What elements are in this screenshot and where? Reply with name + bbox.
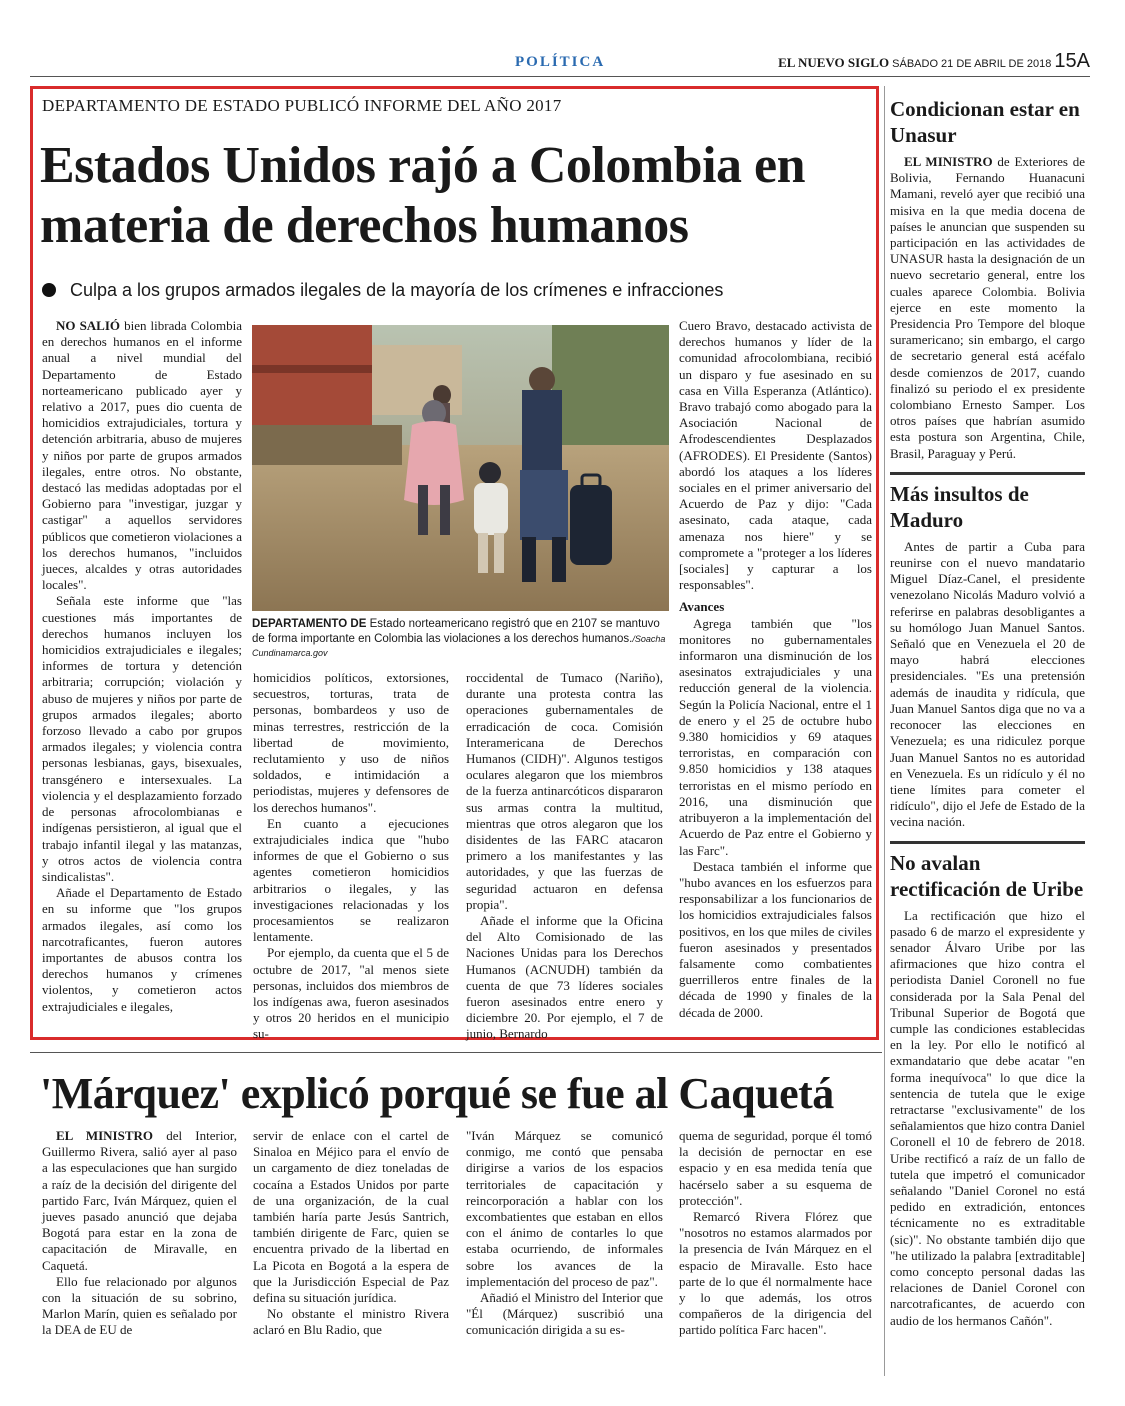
paragraph: En cuanto a ejecuciones extrajudiciales indica que "hubo informes de que el Gobierno o sus agentes cometieron homicidios arbitrarios o ilegales, y las investigaciones relacionadas y los procesamientos se realizaron lentamente. — [253, 815, 449, 945]
lead-in: EL MINISTRO — [56, 1128, 153, 1143]
paragraph: Remarcó Rivera Flórez que "nosotros no estamos alarmados por la presencia de Iván Márquez en el espacio de Miravalle. Esto hace parte de lo que él normalmente hace y lo que además, los otros compañeros de la dirigencia del partido política Farc hacen". — [679, 1209, 872, 1338]
paragraph: "Iván Márquez se comunicó conmigo, me contó que pensaba dirigirse a varios de los espacios territoriales de capacitación y reincorporación a hablar con los excombatientes que estaban en ellos con el ánimo de contarles lo que estaba ocurriendo, de informales sobre los avances de la implementación del proceso de paz". — [466, 1128, 663, 1289]
paragraph: servir de enlace con el cartel de Sinaloa en Méjico para el envío de un cargamento de diez toneladas de cocaína a Estados Unidos por parte de una organización, de la cual también haría parte Jesús Santrich, también dirigente de Farc, quien se encuentra privado de la libertad en La Picota en Bogotá a la espera de que la Jurisdicción Especial de Paz defina su situación jurídica. — [253, 1128, 449, 1306]
caption-text: Estado norteamericano registró que en 2107 se mantuvo de forma importante en Colombia las violaciones a los derechos humanos. — [252, 618, 660, 645]
sidebar-briefs — [890, 96, 1085, 1329]
paragraph: Cuero Bravo, destacado activista de derechos humanos y líder de la comunidad afrocolombiana, recibió un disparo y fue asesinado en su casa en Villa Esperanza (Atlántico). Bravo trabajó como abogado para la Asociación Nacional de Afrodescendientes Desplazados (AFRODES). El Presidente (Santos) abordó los ataques a los líderes sociales en el primer aniversario del Acuerdo de Paz y dijo: "Cada asesinato, cada ataque, cada amenaza nos hiere" y se compromete a "proteger a los líderes [sociales] y capturar a los responsables". — [679, 318, 872, 593]
article-kicker: DEPARTAMENTO DE ESTADO PUBLICÓ INFORME DEL AÑO 2017 — [42, 96, 562, 115]
section-subheading: Avances — [679, 599, 725, 615]
article-column-1 — [42, 318, 242, 1015]
issue-date: SÁBADO 21 DE ABRIL DE 2018 — [892, 58, 1052, 70]
paragraph: Añadió el Ministro del Interior que "Él (Márquez) suscribió una comunicación dirigida a su es- — [466, 1290, 663, 1338]
brief-rule — [890, 472, 1085, 475]
second-column-4 — [679, 1128, 872, 1339]
second-column-1 — [42, 1128, 237, 1339]
brief-text — [890, 154, 1085, 462]
paragraph: Por ejemplo, da cuenta que el 5 de octubre de 2017, "al menos siete personas, incluidos dos miembros de los indígenas awa, fueron asesinados y otros 20 heridos en el municipio su- — [253, 945, 449, 1042]
brief-title: Más insultos de Maduro — [890, 481, 1029, 532]
paragraph: Ello fue relacionado por algunos con la situación de su sobrino, Marlon Marín, quien es señalado por la DEA de EU de — [42, 1273, 237, 1338]
paragraph: bien librada Colombia en derechos humanos en el informe anual a nivel mundial del Departamento de Estado norteamericano publicado ayer y relativo a 2017, pues dio cuenta de homicidios extrajudiciales, tortura y detención arbitraria, abuso de mujeres y niños por parte de grupos armados ilegales, entre otros. No obstante, destacó las medidas adoptadas por el Gobierno para "investigar, juzgar y castigar" a aquellos servidores públicos que cometieron violaciones a los derechos humanos, "incluidos jueces, alcaldes y otras autoridades locales". — [42, 318, 242, 593]
paragraph: Antes de partir a Cuba para reunirse con el nuevo mandatario Miguel Díaz-Canel, el presidente venezolano Nicolás Maduro volvió a referirse en palabras desobligantes a su homólogo Juan Manuel Santos. Señaló que en Venezuela el 20 de mayo habrá elecciones presidenciales. "Es una pretensión además de inaudita y ridícula, que Juan Manuel Santos diga que no va a reconocer las elecciones en Venezuela; es una ridiculez porque Juan Manuel Santos no es autoridad en Venezuela. Es un ridículo y él no tiene límites para cometer el ridículo", dijo el Jefe de Estado de la vecina nación. — [890, 538, 1085, 830]
paragraph: homicidios políticos, extorsiones, secuestros, torturas, trata de personas, bombardeos y uso de minas terrestres, restricción de la libertad de movimiento, reclutamiento y uso de niños soldados, e intimidación a periodistas, mujeres y defensores de los derechos humanos". — [253, 670, 449, 815]
article-photo — [252, 325, 669, 611]
brief-title: No avalan rectificación de Uribe — [890, 850, 1084, 901]
paragraph: No obstante el ministro Rivera aclaró en Blu Radio, que — [253, 1306, 449, 1338]
photo-credit: /Soacha Cundinamarca.gov — [252, 633, 666, 658]
section-label: POLÍTICA — [515, 54, 606, 70]
paragraph: Agrega también que "los monitores no gubernamentales informaron una disminución de los asesinatos extrajudiciales y una reducción general de la violencia. Según la Policía Nacional, entre el 1 de enero y el 25 de octubre hubo 9.380 homicidios y 69 ataques terroristas, en comparación con 9.850 homicidios y 138 ataques terroristas en el mismo período en 2016, una disminución que atribuyeron a la implementación del Acuerdo de Paz entre el Gobierno y las Farc". — [679, 615, 872, 858]
paragraph: roccidental de Tumaco (Nariño), durante una protesta contra las operaciones gubernamentales de erradicación de coca. Comisión Interamericana de Derechos Humanos (CIDH)". Algunos testigos oculares alegaron que los miembros de la fuerza antinarcóticos dispararon sus armas contra la multitud, mientras que otros alegaron que los disidentes de las FARC atacaron primero a los manifestantes y las autoridades, y que las fuerzas de seguridad actuaron en defensa propia". — [466, 670, 663, 912]
article-subhead — [42, 280, 723, 301]
brief-rule — [890, 841, 1085, 844]
bullet-icon — [42, 283, 56, 297]
lead-in: NO SALIÓ — [56, 318, 121, 333]
article-headline: Estados Unidos rajó a Colombia en materia de derechos humanos — [40, 137, 806, 254]
paragraph: Señala este informe que "las cuestiones más importantes de derechos humanos incluyen los homicidios extrajudiciales e ilegales; informes de tortura y detención arbitraria; corrupción; violación y abuso de mujeres y niños por parte de grupos armados ilegales; aborto forzoso llevado a cabo por grupos armados ilegales; y violencia contra personas lesbianas, gays, bisexuales, transgénero e intersexuales. La violencia y el desplazamiento forzado de personas afrocolombianas e indígenas persistieron, al igual que el trabajo infantil ilegal y las matanzas, y otros actos de violencia contra sindicalistas". — [42, 593, 242, 884]
page-header — [30, 48, 1090, 77]
paragraph: La rectificación que hizo el pasado 6 de marzo el expresidente y senador Álvaro Uribe por las afirmaciones que hizo contra el periodista Daniel Coronell no fue considerada por la Sala Penal del Tribunal Superior de Bogotá que cumple las condiciones establecidas en la ley. Por ello le notificó al exmandatario que debe acatar "en forma inequívoca" lo que dice la sentencia de tutela que le exige retractarse "exclusivamente" de los señalamientos que hizo contra Daniel Coronell el 10 de febrero de 2018. Uribe rectificó a raíz de un fallo de tutela que impetró el comunicador señalando "Daniel Coronel no está pedido en extradición, entonces técnicamente no es extraditable (sic)". No obstante también dijo que "he utilizado la palabra [extraditable] como concepto personal dadas las relaciones de Daniel Coronel con narcotraficantes, de acuerdo con audio de los hermanos Cañón". — [890, 907, 1085, 1328]
lead-in: EL MINISTRO — [904, 154, 993, 169]
brief-text — [890, 908, 1085, 1329]
masthead-info — [778, 50, 1090, 73]
paragraph: Añade el informe que la Oficina del Alto Comisionado de las Naciones Unidas para los Derechos Humanos (ACNUDH) también da cuenta de que 73 líderes sociales fueron asesinados entre enero y diciembre 20. Por ejemplo, el 7 de junio, Bernardo — [466, 913, 663, 1042]
paragraph: quema de seguridad, porque él tomó la decisión de pernoctar en ese espacio y en esa medida tenía que hacérselo saber a su esquema de protección". — [679, 1128, 872, 1208]
photo-caption — [252, 617, 669, 661]
section-rule — [30, 1052, 882, 1053]
page-number: 15A — [1054, 50, 1090, 72]
brief-text — [890, 539, 1085, 831]
caption-lead: DEPARTAMENTO DE — [252, 618, 367, 630]
paragraph: del Interior, Guillermo Rivera, salió ayer al paso a las especulaciones que han surgido a raíz de la decisión del dirigente del partido Farc, Iván Márquez, quien el jueves pasado anunció que dejaba Bogotá para estar en la zona de capacitación de Miravalle, en Caquetá. — [42, 1128, 237, 1273]
subhead-text: Culpa a los grupos armados ilegales de la mayoría de los crímenes e infracciones — [70, 280, 724, 300]
paper-name: EL NUEVO SIGLO — [778, 55, 890, 70]
article-column-4 — [679, 318, 872, 1021]
brief-title: Condicionan estar en Unasur — [890, 97, 1080, 147]
article-column-2 — [253, 670, 449, 1043]
paragraph: Añade el Departamento de Estado en su informe que "los grupos armados ilegales, así como los narcotraficantes, fueron autores importantes de abusos contra los derechos humanos y crímenes violentos, y cometieron actos extrajudiciales e ilegales, — [42, 885, 242, 1014]
second-column-3 — [466, 1128, 663, 1339]
second-headline: 'Márquez' explicó porqué se fue al Caquetá — [40, 1069, 834, 1118]
paragraph: de Exteriores de Bolivia, Fernando Huanacuni Mamani, reveló ayer que recibió una misiva en la que media docena de países le anuncian que suspenden su participación en las actividades de UNASUR hasta la designación de un nuevo secretario general, entre los cuales aparece Colombia. Bolivia ejerce en este momento la Presidencia Pro Tempore del bloque suramericano; sin embargo, el cargo de secretario general está acéfalo desde comienzos de 2017, cuando finalizó su periodo el ex presidente colombiano Ernesto Samper. Los otros países que habrían asumido esta postura son Argentina, Chile, Brasil, Paraguay y Perú. — [890, 154, 1085, 461]
article-column-3 — [466, 670, 663, 1043]
sidebar-divider — [884, 86, 885, 1376]
paragraph: Destaca también el informe que "hubo avances en los esfuerzos para responsabilizar a los funcionarios de los homicidios extrajudiciales falsos positivos, en los que miles de civiles fueron asesinados y presentados falsamente como combatientes guerrilleros entre finales de la década de 1990 y finales de la década de 2000. — [679, 858, 872, 1020]
second-column-2 — [253, 1128, 449, 1339]
